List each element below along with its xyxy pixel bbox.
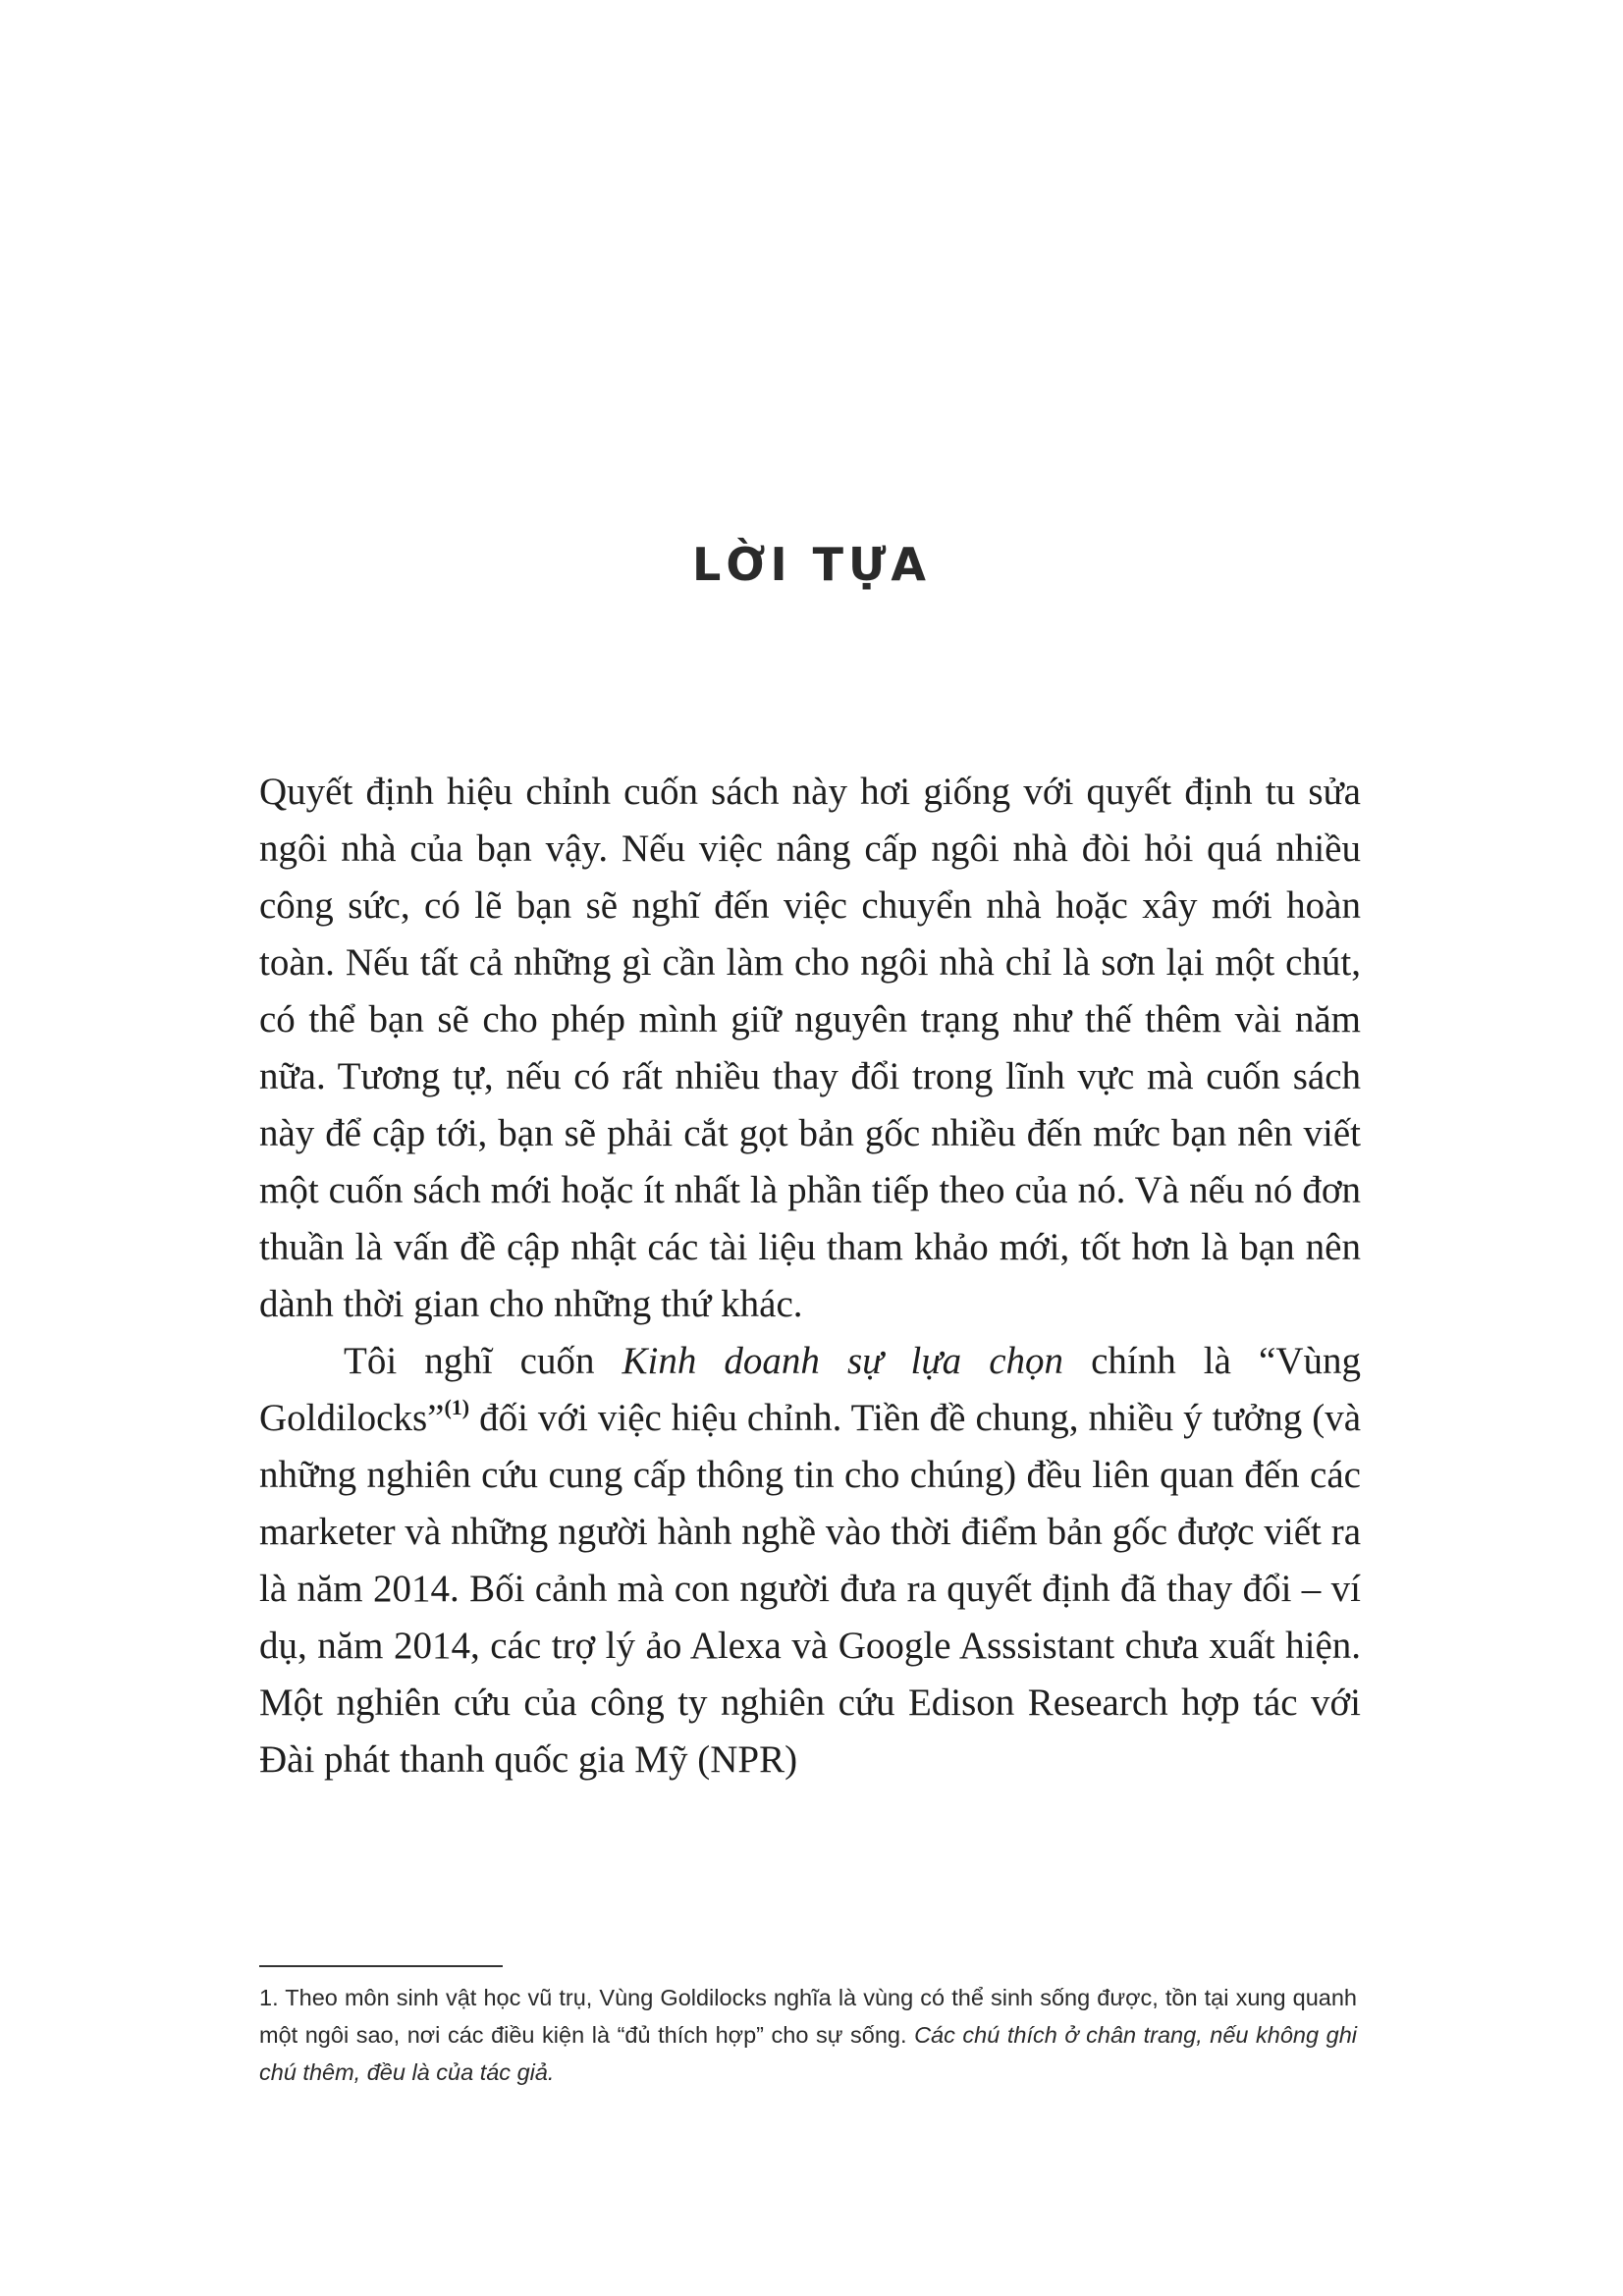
paragraph-2 [259,1333,1361,1789]
chapter-title: LỜI TỰA [691,538,932,591]
footnote-reference: (1) [444,1395,470,1419]
footnote-text: 1. Theo môn sinh vật học vũ trụ, Vùng Goldilocks nghĩa là vùng có thể sinh sống được, tồn tại xung quanh một ngôi sao, nơi các điều kiện là “đủ thích hợp” cho sự sống. [259,1985,1357,2048]
footnote-italic-note: Các chú thích ở chân trang, nếu không ghi chú thêm, đều là của tác giả. [259,2022,1357,2085]
paragraph-1: Quyết định hiệu chỉnh cuốn sách này hơi giống với quyết định tu sửa ngôi nhà của bạn vậy. Nếu việc nâng cấp ngôi nhà đòi hỏi quá nhiều công sức, có lẽ bạn sẽ nghĩ đến việc chuyển nhà hoặc xây mới hoàn toàn. Nếu tất cả những gì cần làm cho ngôi nhà chỉ là sơn lại một chút, có thể bạn sẽ cho phép mình giữ nguyên trạng như thế thêm vài năm nữa. Tương tự, nếu có rất nhiều thay đổi trong lĩnh vực mà cuốn sách này để cập tới, bạn sẽ phải cắt gọt bản gốc nhiều đến mức bạn nên viết một cuốn sách mới hoặc ít nhất là phần tiếp theo của nó. Và nếu nó đơn thuần là vấn đề cập nhật các tài liệu tham khảo mới, tốt hơn là bạn nên dành thời gian cho những thứ khác. [259,771,1361,1325]
paragraph-2-mid: chính là “Vùng Goldilocks” [259,1340,1361,1439]
footnote [259,1979,1357,2091]
book-title: Kinh doanh sự lựa chọn [622,1340,1064,1382]
footnote-divider [259,1965,503,1967]
paragraph-2-intro: Tôi nghĩ cuốn [344,1340,622,1382]
paragraph-2-rest: đối với việc hiệu chỉnh. Tiền đề chung, nhiều ý tưởng (và những nghiên cứu cung cấp thông tin cho chúng) đều liên quan đến các marketer và những người hành nghề vào thời điểm bản gốc được viết ra là năm 2014. Bối cảnh mà con người đưa ra quyết định đã thay đổi – ví dụ, năm 2014, các trợ lý ảo Alexa và Google Asssistant chưa xuất hiện. Một nghiên cứu của công ty nghiên cứu Edison Research hợp tác với Đài phát thanh quốc gia Mỹ (NPR) [259,1397,1361,1781]
body-text [259,764,1361,1789]
